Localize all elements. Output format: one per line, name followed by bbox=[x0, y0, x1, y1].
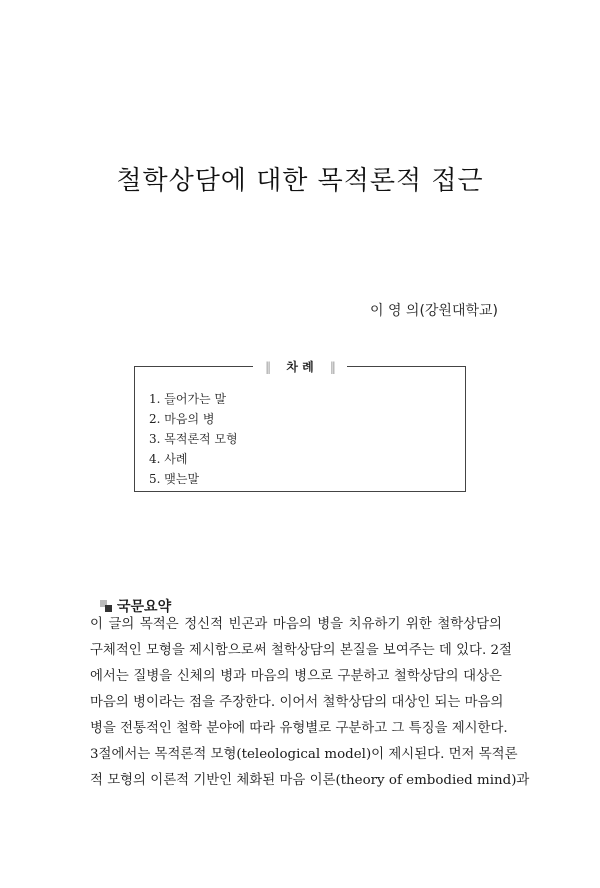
toc-item: 3. 목적론적 모형 bbox=[149, 432, 238, 446]
abstract-line: 이 글의 목적은 정신적 빈곤과 마음의 병을 치유하기 위한 철학상담의 bbox=[90, 617, 502, 632]
abstract-heading-text: 국문요약 bbox=[117, 599, 172, 615]
abstract-line: 에서는 질병을 신체의 병과 마음의 병으로 구분하고 철학상담의 대상은 bbox=[90, 669, 502, 684]
toc-item: 4. 사례 bbox=[149, 452, 188, 466]
author-affiliation: 이 영 의(강원대학교) bbox=[369, 303, 498, 319]
square-bullet-icon bbox=[100, 600, 114, 612]
abstract-line: 적 모형의 이론적 기반인 체화된 마음 이론(theory of embodied mind)과 bbox=[90, 773, 530, 788]
abstract-line: 병을 전통적인 철학 분야에 따라 유형별로 구분하고 그 특징을 제시한다. bbox=[90, 721, 508, 736]
toc-list bbox=[149, 389, 238, 489]
toc-bracket-right: ‖ bbox=[324, 360, 341, 374]
toc-item: 2. 마음의 병 bbox=[149, 412, 215, 426]
abstract-line: 마음의 병이라는 점을 주장한다. 이어서 철학상담의 대상인 되는 마음의 bbox=[90, 695, 504, 710]
abstract-body bbox=[90, 612, 530, 794]
toc-item: 1. 들어가는 말 bbox=[149, 392, 227, 406]
paper-title: 철학상담에 대한 목적론적 접근 bbox=[116, 166, 484, 196]
toc-bracket-left: ‖ bbox=[259, 360, 276, 374]
toc-heading-wrap bbox=[135, 356, 465, 375]
abstract-line: 구체적인 모형을 제시함으로써 철학상담의 본질을 보여주는 데 있다. 2절 bbox=[90, 643, 512, 658]
table-of-contents bbox=[134, 360, 466, 492]
toc-heading: 차 례 bbox=[280, 360, 319, 374]
toc-item: 5. 맺는말 bbox=[149, 472, 200, 486]
abstract-line: 3절에서는 목적론적 모형(teleological model)이 제시된다. 먼저 목적론 bbox=[90, 747, 518, 762]
